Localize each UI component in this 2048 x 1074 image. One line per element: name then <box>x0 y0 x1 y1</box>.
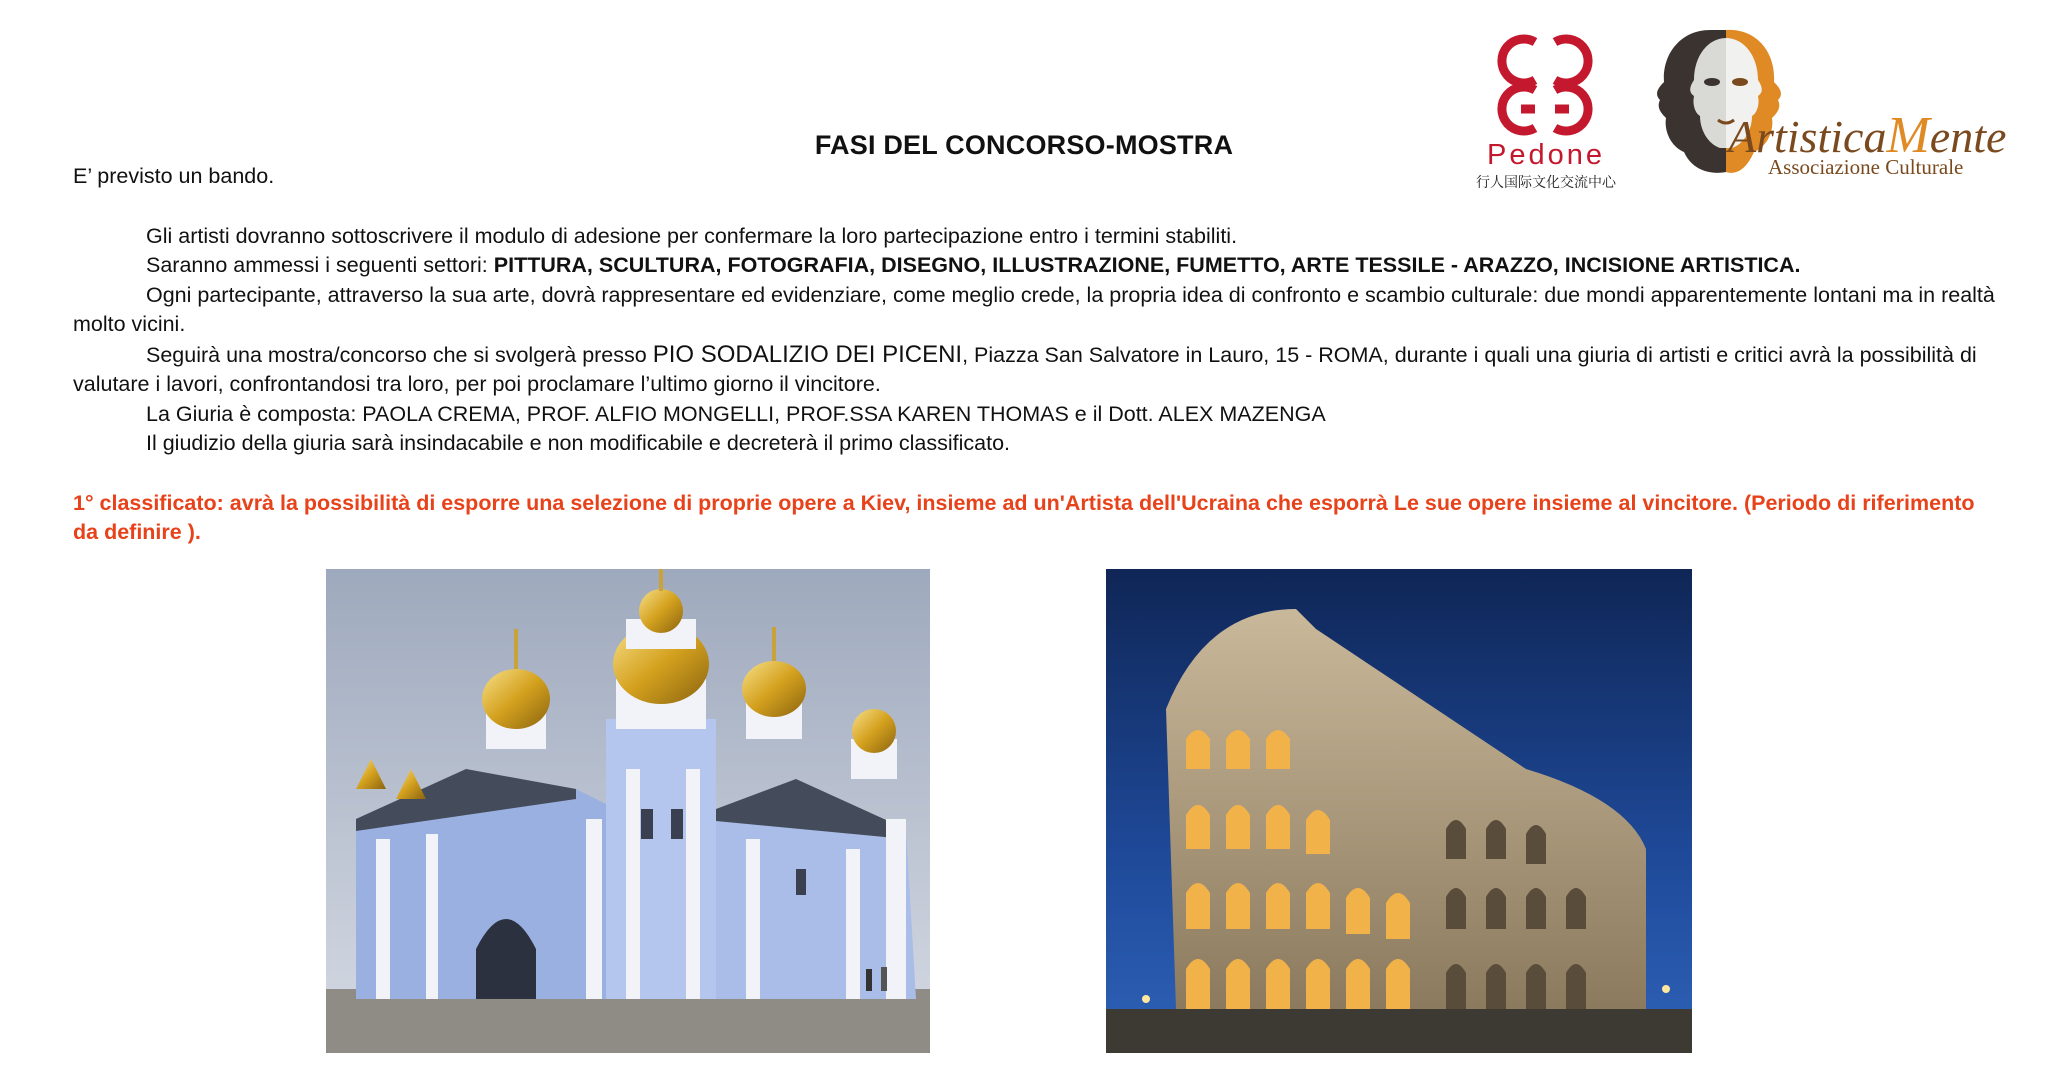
exhibition-lead: Seguirà una mostra/concorso che si svolgerà presso <box>146 342 653 367</box>
paragraph-theme: Ogni partecipante, attraverso la sua arte, dovrà rappresentare ed evidenziare, come meglio crede, la propria idea di confronto e scambio culturale: due mondi apparentemente lontani ma in realtà molto vicini. <box>73 282 1995 336</box>
am-wordmark-m: M <box>1886 107 1930 164</box>
pedone-logo-wordmark: Pedone <box>1487 139 1605 171</box>
prize-paragraph: 1° classificato: avrà la possibilità di esporre una selezione di proprie opere a Kiev, insieme ad un'Artista dell'Ucraina che esporrà Le sue opere insieme al vincitore. (Periodo di riferimento da definire ). <box>73 490 1975 544</box>
pedone-logo-subtitle: 行人国际文化交流中心 <box>1476 174 1616 190</box>
colosseum-photo <box>1106 569 1692 1053</box>
artisticamente-subtitle: Associazione Culturale <box>1768 155 1964 179</box>
am-wordmark-part-b: ente <box>1929 111 2007 162</box>
paragraph-judgement: Il giudizio della giuria sarà insindacabile e non modificabile e decreterà il primo classificato. <box>146 431 1011 455</box>
paragraph-exhibition <box>73 340 2003 400</box>
exhibition-details: , Piazza San Salvatore in Lauro, 15 - ROMA, durante i quali una giuria di artisti e critici avrà la possibilità di valutare i lavori, confrontandosi tra loro, per poi proclamare l’ultimo giorno il vincitore. <box>73 342 1977 396</box>
paragraph-jury: La Giuria è composta: PAOLA CREMA, PROF. ALFIO MONGELLI, PROF.SSA KAREN THOMAS e il Dott. ALEX MAZENGA <box>146 401 1326 426</box>
sectors-list: PITTURA, SCULTURA, FOTOGRAFIA, DISEGNO, ILLUSTRAZIONE, FUMETTO, ARTE TESSILE - ARAZZO, INCISIONE ARTISTICA. <box>493 253 1801 277</box>
paragraph-adhesion: Gli artisti dovranno sottoscrivere il modulo di adesione per confermare la loro partecipazione entro i termini stabiliti. <box>146 223 1238 248</box>
exhibition-venue: PIO SODALIZIO DEI PICENI <box>652 340 963 368</box>
sectors-lead: Saranno ammessi i seguenti settori: <box>146 253 494 277</box>
intro-paragraph: E’ previsto un bando. <box>73 164 275 188</box>
am-wordmark-part-a: Artistica <box>1728 111 1887 162</box>
page-title: FASI DEL CONCORSO-MOSTRA <box>814 130 1234 160</box>
paragraph-sectors <box>73 251 2003 281</box>
body-text <box>73 162 2003 548</box>
kiev-cathedral-photo <box>326 569 930 1053</box>
